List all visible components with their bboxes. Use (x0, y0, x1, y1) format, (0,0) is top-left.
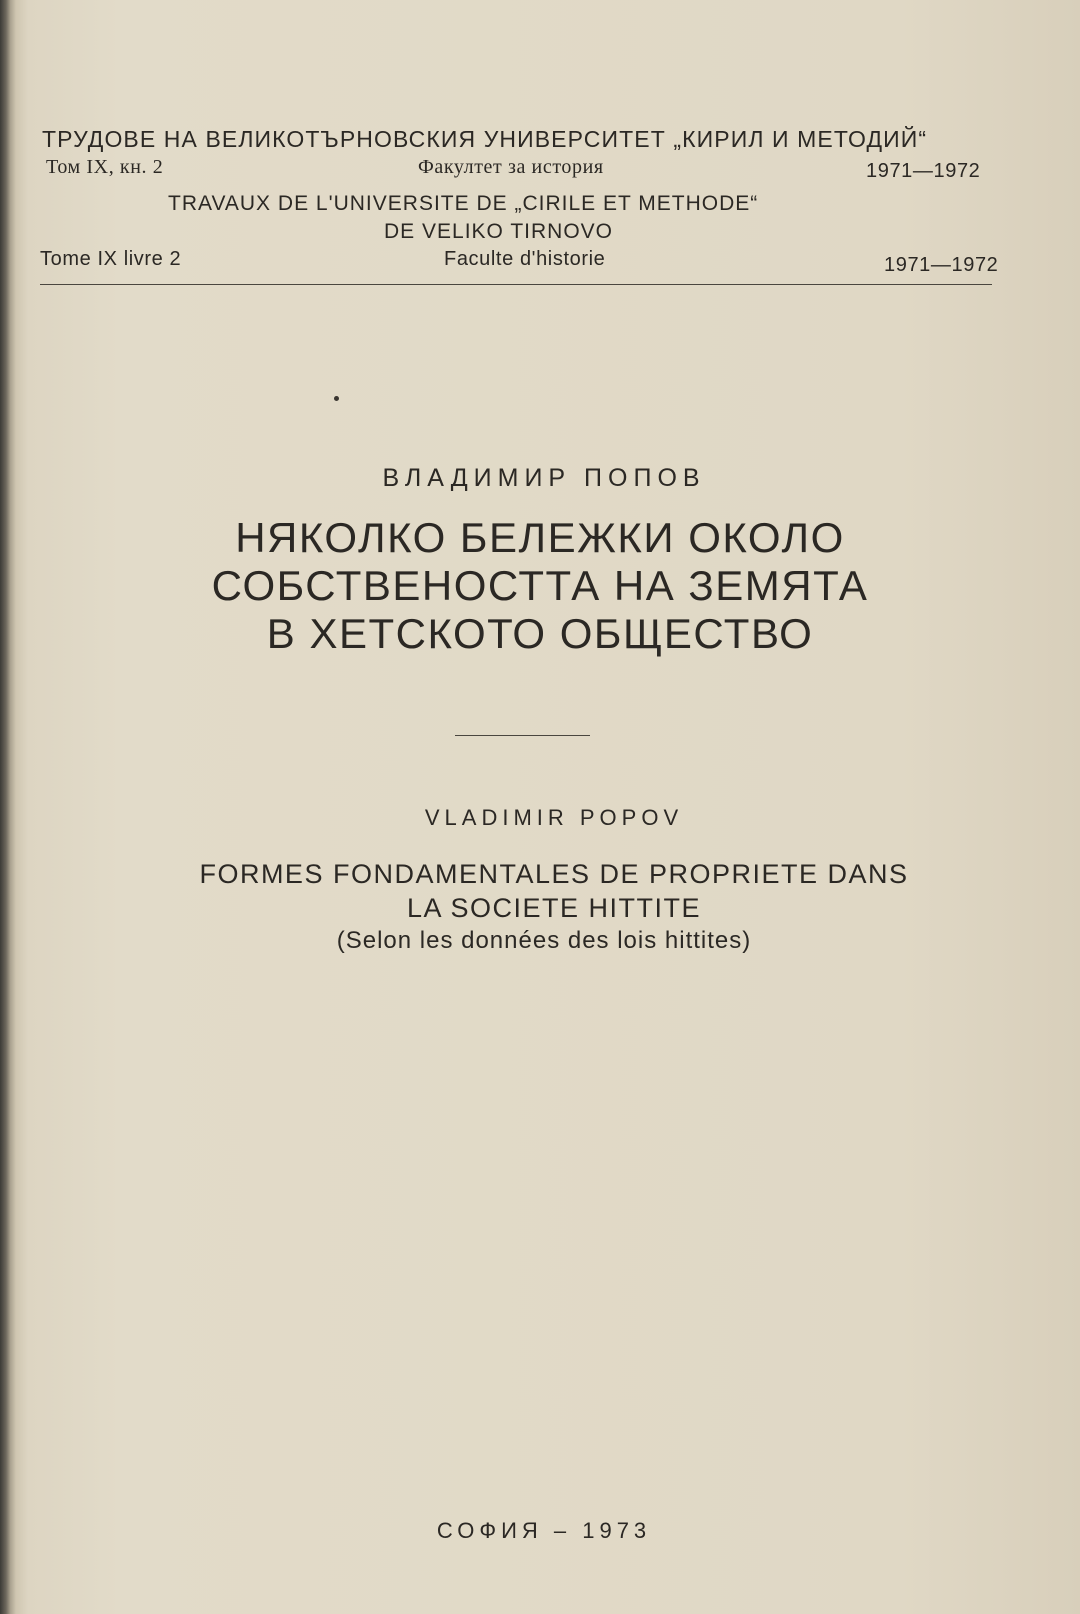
article-title-bg-line-1: НЯКОЛКО БЕЛЕЖКИ ОКОЛО (235, 514, 845, 561)
section-divider (455, 735, 590, 736)
series-title-fr-line-1: TRAVAUX DE L'UNIVERSITE DE „CIRILE ET METHODE“ (168, 192, 759, 215)
article-subtitle-fr: (Selon les données des lois hittites) (336, 927, 752, 954)
years-bg: 1971—1972 (866, 160, 981, 182)
imprint-place-year: СОФИЯ – 1973 (436, 1518, 652, 1543)
book-spine-shadow (0, 0, 10, 1614)
author-fr: VLADIMIR POPOV (424, 805, 684, 830)
article-title-fr-line-2: LA SOCIETE HITTITE (406, 893, 702, 923)
article-title-bg-line-3: В ХЕТСКОТО ОБЩЕСТВО (266, 610, 814, 657)
author-bg: ВЛАДИМИР ПОПОВ (382, 464, 706, 492)
years-fr: 1971—1972 (884, 254, 999, 276)
article-title-fr (14, 857, 1080, 925)
faculty-fr: Faculte d'historie (444, 248, 606, 270)
volume-bg: Том IX, кн. 2 (46, 156, 164, 178)
article-title-bg-line-2: СОБСТВЕНОСТТА НА ЗЕМЯТА (211, 562, 869, 609)
faculty-bg: Факултет за история (418, 156, 604, 178)
volume-fr: Tome IX livre 2 (40, 248, 182, 270)
header-divider (40, 284, 992, 285)
article-title-fr-line-1: FORMES FONDAMENTALES DE PROPRIETE DANS (199, 859, 909, 889)
print-dot (334, 396, 339, 401)
article-title-bg (0, 514, 1080, 658)
series-title-fr-line-2: DE VELIKO TIRNOVO (384, 220, 613, 243)
series-title-bg: ТРУДОВЕ НА ВЕЛИКОТЪРНОВСКИЯ УНИВЕРСИТЕТ „КИРИЛ И МЕТОДИЙ“ (42, 126, 928, 152)
